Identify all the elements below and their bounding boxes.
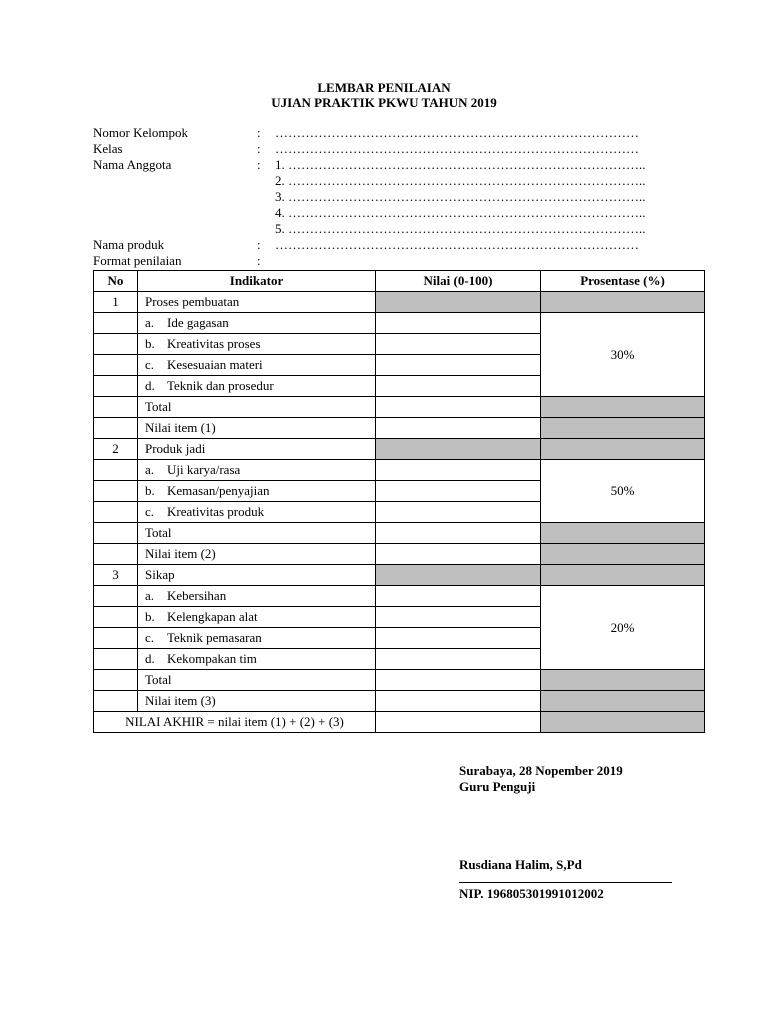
- total-row: [94, 397, 705, 418]
- prosentase-value: 50%: [541, 460, 705, 523]
- indicator-text: Kebersihan: [167, 588, 227, 603]
- no-cell-empty: [94, 523, 138, 544]
- indicator-cell: [138, 502, 376, 523]
- field-value-dots: 4. ………………………………………………………………………..: [275, 205, 646, 220]
- field-row: [93, 205, 713, 221]
- nilai-input-cell: [376, 670, 541, 691]
- signature-place-date: Surabaya, 28 Nopember 2019: [459, 763, 623, 778]
- field-value-dots: 1. ………………………………………………………………………..: [275, 157, 646, 172]
- document-subtitle: UJIAN PRAKTIK PKWU TAHUN 2019: [271, 95, 497, 110]
- final-score-row: [94, 712, 705, 733]
- prosentase-cell-shaded: [541, 544, 705, 565]
- section-number: 3: [94, 565, 138, 586]
- indicator-letter: c.: [145, 504, 155, 519]
- field-value-dots: …………………………………………………………………………: [275, 141, 639, 156]
- indicator-cell: [138, 607, 376, 628]
- nilai-item-label: Nilai item (3): [138, 691, 376, 712]
- field-row: [93, 157, 713, 173]
- indicator-letter: c.: [145, 357, 155, 372]
- field-value-dots: …………………………………………………………………………: [275, 237, 639, 252]
- section-number: 1: [94, 292, 138, 313]
- no-cell-empty: [94, 418, 138, 439]
- indicator-cell: [138, 481, 376, 502]
- total-label: Total: [138, 397, 376, 418]
- table-header-row: [94, 271, 705, 292]
- prosentase-cell-shaded: [541, 418, 705, 439]
- nilai-input-cell: [376, 691, 541, 712]
- nilai-input-cell: [376, 355, 541, 376]
- indicator-text: Kelengkapan alat: [167, 609, 258, 624]
- nilai-input-cell: [376, 397, 541, 418]
- indicator-text: Kemasan/penyajian: [167, 483, 270, 498]
- field-row: [93, 253, 713, 269]
- nilai-input-cell: [376, 418, 541, 439]
- signature-role: Guru Penguji: [459, 779, 536, 794]
- field-row: [93, 221, 713, 237]
- nilai-item-label: Nilai item (2): [138, 544, 376, 565]
- indicator-cell: [138, 313, 376, 334]
- indicator-cell: [138, 460, 376, 481]
- prosentase-cell-shaded: [541, 292, 705, 313]
- nilai-item-row: [94, 691, 705, 712]
- indicator-text: Uji karya/rasa: [167, 462, 241, 477]
- indicator-text: Teknik dan prosedur: [167, 378, 274, 393]
- prosentase-cell-shaded: [541, 397, 705, 418]
- nilai-input-cell: [376, 586, 541, 607]
- total-row: [94, 670, 705, 691]
- field-row: [93, 125, 713, 141]
- nilai-input-cell: [376, 313, 541, 334]
- signature-nip: NIP. 196805301991012002: [459, 886, 604, 901]
- nilai-input-cell: [376, 460, 541, 481]
- nilai-input-cell: [376, 544, 541, 565]
- indicator-letter: b.: [145, 483, 155, 498]
- field-colon: :: [257, 125, 261, 140]
- field-colon: :: [257, 141, 261, 156]
- assessment-table: [93, 270, 705, 733]
- prosentase-value: 20%: [541, 586, 705, 670]
- prosentase-cell-shaded: [541, 565, 705, 586]
- nilai-item-row: [94, 544, 705, 565]
- no-cell-empty: [94, 334, 138, 355]
- field-value-dots: 3. ………………………………………………………………………..: [275, 189, 646, 204]
- signature-underline: [459, 882, 672, 883]
- no-cell-empty: [94, 691, 138, 712]
- indicator-letter: a.: [145, 315, 155, 330]
- document-title: LEMBAR PENILAIAN: [317, 80, 451, 95]
- field-colon: :: [257, 253, 261, 268]
- indicator-text: Kreativitas produk: [167, 504, 265, 519]
- indicator-text: Kreativitas proses: [167, 336, 261, 351]
- nilai-input-cell: [376, 607, 541, 628]
- field-row: [93, 173, 713, 189]
- indicator-text: Ide gagasan: [167, 315, 229, 330]
- field-row: [93, 237, 713, 253]
- indicator-text: Kekompakan tim: [167, 651, 257, 666]
- no-cell-empty: [94, 355, 138, 376]
- nilai-item-label: Nilai item (1): [138, 418, 376, 439]
- field-label: Kelas: [93, 141, 123, 156]
- nilai-input-cell: [376, 376, 541, 397]
- indicator-cell: [138, 586, 376, 607]
- indicator-text: Teknik pemasaran: [167, 630, 262, 645]
- indicator-cell: [138, 334, 376, 355]
- prosentase-cell-shaded: [541, 712, 705, 733]
- no-cell-empty: [94, 670, 138, 691]
- indicator-letter: a.: [145, 588, 155, 603]
- nilai-input-cell: [376, 712, 541, 733]
- field-label: Format penilaian: [93, 253, 182, 268]
- prosentase-value: 30%: [541, 313, 705, 397]
- signature-name: Rusdiana Halim, S,Pd: [459, 857, 582, 872]
- section-title-row: [94, 292, 705, 313]
- indicator-cell: [138, 628, 376, 649]
- indicator-letter: d.: [145, 651, 155, 666]
- indicator-cell: [138, 649, 376, 670]
- nilai-input-cell: [376, 502, 541, 523]
- total-label: Total: [138, 670, 376, 691]
- nilai-input-cell: [376, 628, 541, 649]
- field-label: Nama produk: [93, 237, 165, 252]
- nilai-item-row: [94, 418, 705, 439]
- no-cell-empty: [94, 460, 138, 481]
- nilai-cell-shaded: [376, 565, 541, 586]
- indicator-row: [94, 586, 705, 607]
- section-title: Produk jadi: [138, 439, 376, 460]
- final-score-label: NILAI AKHIR = nilai item (1) + (2) + (3): [94, 712, 376, 733]
- indicator-letter: d.: [145, 378, 155, 393]
- nilai-cell-shaded: [376, 292, 541, 313]
- field-value-dots: 2. ………………………………………………………………………..: [275, 173, 646, 188]
- indicator-letter: b.: [145, 609, 155, 624]
- nilai-input-cell: [376, 649, 541, 670]
- nilai-input-cell: [376, 334, 541, 355]
- header-prosentase: Prosentase (%): [541, 271, 705, 292]
- nilai-input-cell: [376, 523, 541, 544]
- no-cell-empty: [94, 607, 138, 628]
- no-cell-empty: [94, 649, 138, 670]
- no-cell-empty: [94, 628, 138, 649]
- prosentase-cell-shaded: [541, 439, 705, 460]
- header-no: No: [94, 271, 138, 292]
- indicator-letter: a.: [145, 462, 155, 477]
- field-label: Nama Anggota: [93, 157, 172, 172]
- section-title: Proses pembuatan: [138, 292, 376, 313]
- section-title-row: [94, 565, 705, 586]
- total-row: [94, 523, 705, 544]
- field-value-dots: 5. ………………………………………………………………………..: [275, 221, 646, 236]
- indicator-text: Kesesuaian materi: [167, 357, 263, 372]
- total-label: Total: [138, 523, 376, 544]
- indicator-cell: [138, 355, 376, 376]
- no-cell-empty: [94, 544, 138, 565]
- section-title-row: [94, 439, 705, 460]
- no-cell-empty: [94, 481, 138, 502]
- indicator-cell: [138, 376, 376, 397]
- header-indikator: Indikator: [138, 271, 376, 292]
- indicator-letter: b.: [145, 336, 155, 351]
- field-row: [93, 141, 713, 157]
- no-cell-empty: [94, 586, 138, 607]
- section-number: 2: [94, 439, 138, 460]
- field-row: [93, 189, 713, 205]
- nilai-cell-shaded: [376, 439, 541, 460]
- header-nilai: Nilai (0-100): [376, 271, 541, 292]
- prosentase-cell-shaded: [541, 691, 705, 712]
- no-cell-empty: [94, 502, 138, 523]
- no-cell-empty: [94, 313, 138, 334]
- nilai-input-cell: [376, 481, 541, 502]
- field-label: Nomor Kelompok: [93, 125, 188, 140]
- field-colon: :: [257, 237, 261, 252]
- prosentase-cell-shaded: [541, 670, 705, 691]
- field-value-dots: …………………………………………………………………………: [275, 125, 639, 140]
- indicator-row: [94, 313, 705, 334]
- no-cell-empty: [94, 397, 138, 418]
- prosentase-cell-shaded: [541, 523, 705, 544]
- indicator-letter: c.: [145, 630, 155, 645]
- indicator-row: [94, 460, 705, 481]
- field-colon: :: [257, 157, 261, 172]
- section-title: Sikap: [138, 565, 376, 586]
- no-cell-empty: [94, 376, 138, 397]
